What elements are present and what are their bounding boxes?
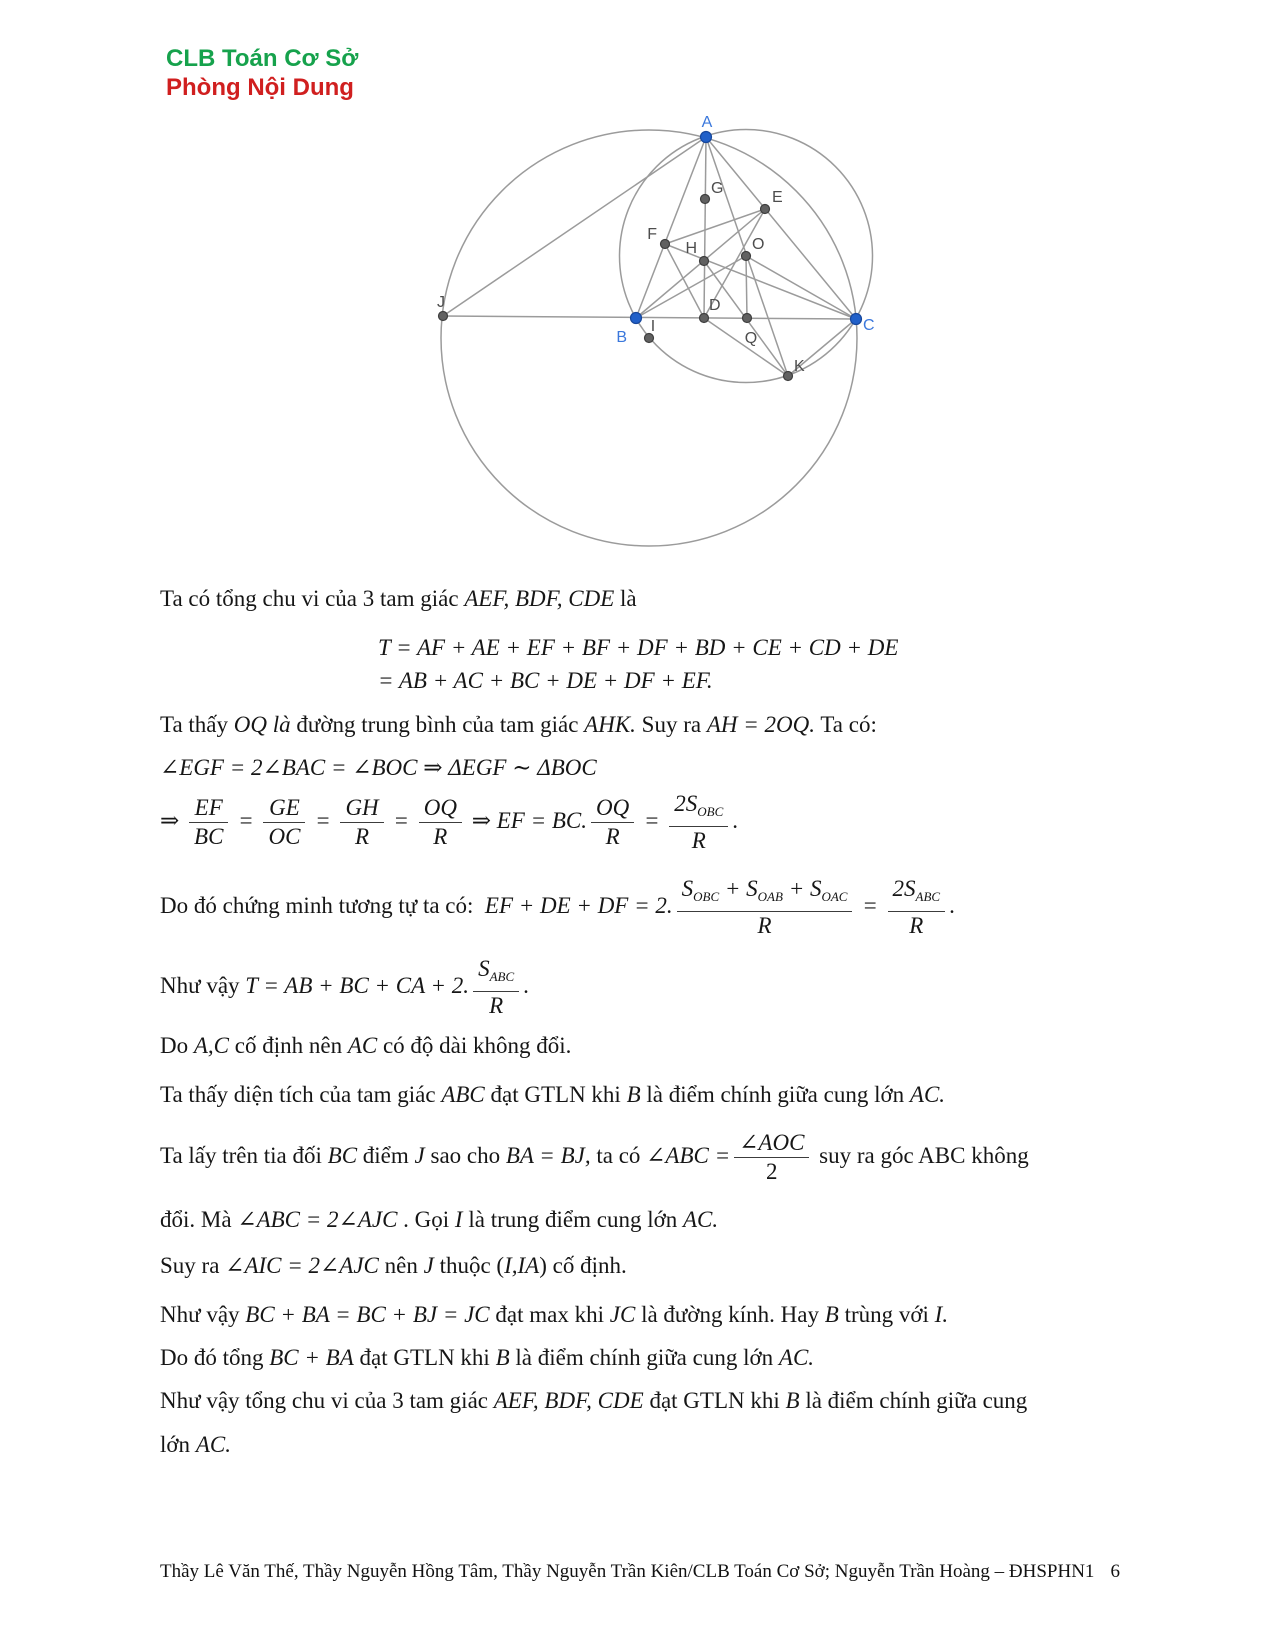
department-name: Phòng Nội Dung <box>166 74 354 101</box>
point-E <box>761 205 770 214</box>
point-D <box>700 314 709 323</box>
segment-DK <box>704 318 788 376</box>
conclusion-line-2: lớn AC. <box>160 1432 231 1457</box>
doi-Ma-line: đổi. Mà ∠ABC = 2∠AJC . Gọi I là trung điểm cung lớn AC. <box>160 1207 719 1232</box>
point-F <box>661 240 670 249</box>
point-label-J: J <box>437 294 445 311</box>
segment-OC <box>746 256 856 319</box>
point-label-H: H <box>685 240 697 257</box>
T-final-line: Như vậy T = AB + BC + CA + 2. $\frac{S_{ABC}}{R}$ . <box>160 956 529 1018</box>
sum-GTLN-line: Do đó tổng BC + BA đạt GTLN khi B là điểm chính giữa cung lớn AC. <box>160 1345 815 1370</box>
point-B <box>631 313 642 324</box>
similar-sum-line: Do đó chứng minh tương tự ta có: EF + DE + DF = 2. $\frac{S_{OBC} + S_{OAB} + S_{OAC}}{R}$ = $\frac{2S_{ABC}}{R}$ . <box>160 876 955 938</box>
AC-fixed-line: Do A,C cố định nên AC có độ dài không đổi. <box>160 1033 572 1058</box>
point-label-K: K <box>794 358 805 375</box>
max-JC-line: Như vậy BC + BA = BC + BJ = JC đạt max khi JC là đường kính. Hay B trùng với I. <box>160 1302 949 1327</box>
fraction: $\frac{S_{ABC}}{R}$ <box>473 956 519 1019</box>
point-A <box>701 132 712 143</box>
fraction: $\frac{2S_{ABC}}{R}$ <box>888 876 946 939</box>
fraction: $\frac{S_{OBC} + S_{OAB} + S_{OAC}}{R}$ <box>677 876 853 939</box>
fraction: $\frac{GH}{R}$ <box>340 795 383 850</box>
fraction: $\frac{GE}{OC}$ <box>263 795 305 850</box>
conclusion-line: Như vậy tổng chu vi của 3 tam giác AEF, BDF, CDE đạt GTLN khi B là điểm chính giữa cung <box>160 1388 1028 1413</box>
point-C <box>851 314 862 325</box>
angle-EGF-line: ∠EGF = 2∠BAC = ∠BOC ⇒ ΔEGF ∼ ΔBOC <box>160 755 597 780</box>
midline-OQ-line: Ta thấy OQ là đường trung bình của tam giác AHK. Suy ra AH = 2OQ. Ta có: <box>160 712 877 737</box>
point-label-O: O <box>752 236 765 253</box>
document-header <box>166 44 358 102</box>
point-label-Q: Q <box>744 330 758 347</box>
segment-JC <box>443 316 856 319</box>
footer-credits: Thầy Lê Văn Thế, Thầy Nguyễn Hồng Tâm, Thầy Nguyễn Trần Kiên/CLB Toán Cơ Sở; Nguyễn Trần Hoàng – ĐHSPHN1 <box>160 1561 1095 1582</box>
formula-T-simplified: = AB + AC + BC + DE + DF + EF. <box>378 668 713 693</box>
ratio-chain-line: ⇒ $\frac{EF}{BC}$ = $\frac{GE}{OC}$ = $\frac{GH}{R}$ = $\frac{OQ}{R}$ ⇒ EF = BC. $\frac{OQ}{R}$ = $\frac{2S_{OBC}}{R}$ . <box>160 791 738 853</box>
area-GTLN-line: Ta thấy diện tích của tam giác ABC đạt GTLN khi B là điểm chính giữa cung lớn AC. <box>160 1082 946 1107</box>
point-Q <box>743 314 752 323</box>
segment-FE <box>665 209 765 244</box>
AIC-line: Suy ra ∠AIC = 2∠AJC nên J thuộc (I,IA) cố định. <box>160 1253 627 1278</box>
point-G <box>701 195 710 204</box>
point-J <box>439 312 448 321</box>
point-label-C: C <box>863 317 875 334</box>
fraction: $\frac{OQ}{R}$ <box>591 795 634 850</box>
point-H <box>700 257 709 266</box>
segment-OQ <box>746 256 747 318</box>
segment-OB <box>636 256 746 318</box>
geometry-figure <box>425 105 880 555</box>
fraction: $\frac{\text{∠AOC}}{2}$ <box>734 1130 809 1185</box>
segment-AD <box>704 137 706 318</box>
fraction: $\frac{EF}{BC}$ <box>189 795 228 850</box>
page-number: 6 <box>1110 1561 1120 1582</box>
point-label-A: A <box>701 114 713 131</box>
point-K <box>784 372 793 381</box>
fraction: $\frac{OQ}{R}$ <box>419 795 462 850</box>
formula-T-expanded: T = AF + AE + EF + BF + DF + BD + CE + CD + DE <box>378 635 899 660</box>
point-label-F: F <box>647 226 657 243</box>
page-footer <box>160 1560 1120 1584</box>
point-label-E: E <box>772 189 783 206</box>
club-name: CLB Toán Cơ Sở <box>166 45 359 72</box>
point-label-B: B <box>616 329 627 346</box>
segment-JA <box>443 137 706 316</box>
point-label-I: I <box>650 318 656 335</box>
point-label-D: D <box>709 297 721 314</box>
intro-line: Ta có tổng chu vi của 3 tam giác AEF, BDF, CDE là <box>160 586 637 611</box>
fraction: $\frac{2S_{OBC}}{R}$ <box>669 791 728 854</box>
point-O <box>742 252 751 261</box>
construct-J-line: Ta lấy trên tia đối BC điểm J sao cho BA = BJ, ta có ∠ABC = $\frac{\text{∠AOC}}{2}$ suy ra góc ABC không <box>160 1130 1029 1184</box>
point-label-G: G <box>711 180 724 197</box>
